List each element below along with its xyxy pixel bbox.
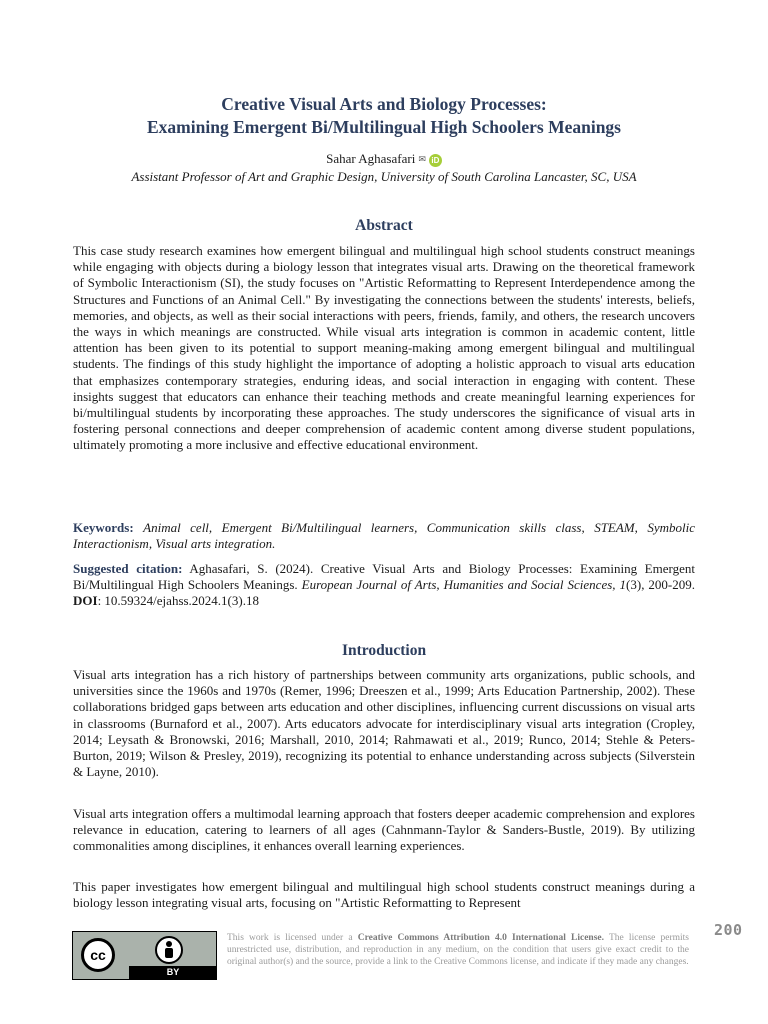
mail-icon[interactable]: ✉ <box>418 154 426 164</box>
author-affiliation: Assistant Professor of Art and Graphic Design, University of South Carolina Lancaster, SC, USA <box>131 169 637 184</box>
intro-paragraph-3: This paper investigates how emergent bilingual and multilingual high school students construct meanings during a biology lesson integrating visual arts, focusing on "Artistic Reformatting to Represent <box>73 879 695 911</box>
license-prefix: This work is licensed under a <box>227 933 353 943</box>
cc-icon: cc <box>81 938 115 972</box>
license-text <box>227 932 689 968</box>
title-line-2: Examining Emergent Bi/Multilingual High Schoolers Meanings <box>147 117 621 137</box>
by-label: BY <box>129 966 217 979</box>
abstract-heading: Abstract <box>355 217 413 234</box>
license-terms: The license permits unrestricted use, distribution, and reproduction in any medium, on the condition that users give exact credit to the original author(s) and the source, provide a link to the Creative Commons license, and indicate if they made any changes. <box>227 933 689 967</box>
by-block <box>129 932 217 979</box>
citation-journal: European Journal of Arts, Humanities and Social Sciences, 1 <box>301 577 627 593</box>
doi-link[interactable]: : 10.59324/ejahss.2024.1(3).18 <box>97 593 259 609</box>
orcid-icon[interactable]: iD <box>429 154 442 167</box>
author-line <box>60 151 708 167</box>
cc-by-badge[interactable] <box>72 931 217 980</box>
abstract-text: This case study research examines how emergent bilingual and multilingual high school students construct meanings while engaging with objects during a biology lesson that integrates visual arts. Drawing on the theoretical framework of Symbolic Interactionism (SI), the study focuses on "Artistic Reformatting to Represent Interdependence among the Structures and Functions of an Animal Cell." By investigating the connections between the students' interests, beliefs, memories, and objects, as well as their social interactions with peers, friends, family, and others, the research uncovers the ways in which meanings are constructed. While visual arts integration is common in academic content, little attention has been given to its potential to support meaning-making among emergent bilingual and multilingual students. The findings of this study highlight the importance of adopting a holistic approach to visual arts education that emphasizes contemporary strategies, enduring ideas, and social interaction in engaging with content. These insights suggest that educators can enhance their teaching methods and create meaningful learning experiences for bi/multilingual students by incorporating these approaches. The study underscores the significance of visual arts in fostering personal connections and deeper comprehension of academic content among diverse student populations, ultimately promoting a more inclusive and effective educational environment. <box>73 243 695 453</box>
suggested-citation <box>73 561 695 610</box>
intro-paragraph-2: Visual arts integration offers a multimodal learning approach that fosters deeper academic comprehension and explores relevance in education, catering to learners of all ages (Cahnmann-Taylor & Sanders-Bustle, 2019). By utilizing commonalities among disciplines, it enhances overall learning experiences. <box>73 806 695 854</box>
author-name: Sahar Aghasafari <box>326 151 416 166</box>
keywords <box>73 520 695 552</box>
page-number: 200 <box>714 921 743 939</box>
introduction-heading: Introduction <box>341 642 427 659</box>
citation-label: Suggested citation: <box>73 561 183 576</box>
license-link[interactable]: Creative Commons Attribution 4.0 International License. <box>357 933 604 943</box>
citation-pages: (3), 200-209. <box>626 577 696 593</box>
keywords-text: Animal cell, Emergent Bi/Multilingual learners, Communication skills class, STEAM, Symbolic Interactionism, Visual arts integration. <box>73 520 695 552</box>
keywords-label: Keywords: <box>73 520 134 535</box>
attribution-person-icon <box>155 936 183 964</box>
intro-paragraph-1: Visual arts integration has a rich history of partnerships between community arts organizations, public schools, and universities since the 1960s and 1970s (Remer, 1996; Dreeszen et al., 1999; Arts Education Partnership, 2002). These collaborations bridged gaps between arts education and other disciplines, influencing current discussions on visual arts in classrooms (Burnaford et al., 2007). Arts educators advocate for interdisciplinary visual arts integration (Cropley, 2014; Leysath & Bronowski, 2016; Marshall, 2010, 2014; Rahmawati et al., 2019; Runco, 2014; Stehle & Peters-Burton, 2019; Wilson & Presley, 2019), recognizing its potential to enhance understanding across subjects (Silverstein & Layne, 2010). <box>73 667 695 780</box>
paper-title <box>60 93 708 139</box>
license-footer <box>72 929 712 983</box>
title-line-1: Creative Visual Arts and Biology Processes: <box>221 94 547 114</box>
citation-text: Aghasafari, S. (2024). Creative Visual Arts and Biology Processes: Examining Emergent Bi/Multilingual High Schoolers Meanings. <box>73 561 695 593</box>
doi-label: DOI <box>73 593 98 609</box>
